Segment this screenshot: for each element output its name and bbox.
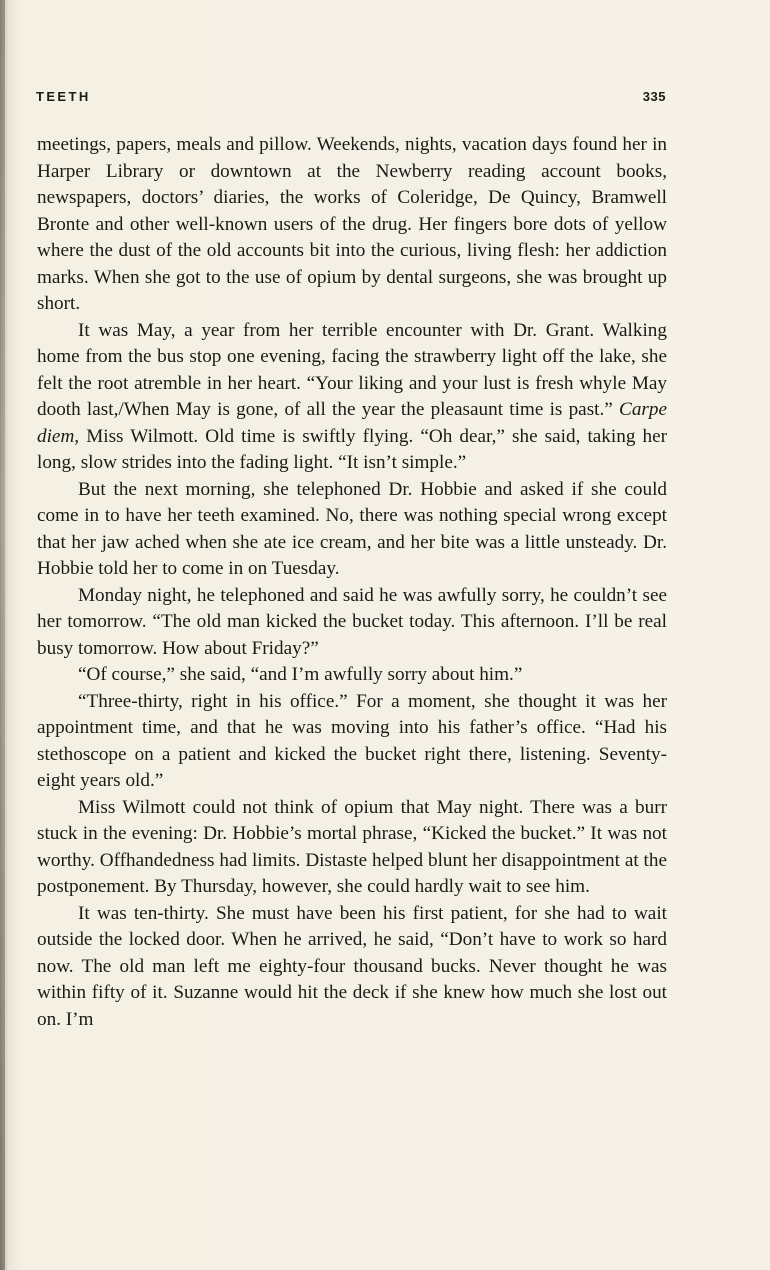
paragraph-7: Miss Wilmott could not think of opium that May night. There was a burr stuck in the evening: Dr. Hobbie’s mortal phrase, “Kicked the bucket.” It was not worthy. Offhandedness had limits. Distaste helped blunt her disappointment at the postponement. By Thursday, however, she could hardly wait to see him. [37,796,667,897]
running-title: TEETH [36,89,91,104]
paragraph-4: Monday night, he telephoned and said he was awfully sorry, he couldn’t see her tomorrow. “The old man kicked the bucket today. This afternoon. I’ll be real busy tomorrow. How about Friday?” [37,584,667,659]
paragraph-8: It was ten-thirty. She must have been his first patient, for she had to wait outside the locked door. When he arrived, he said, “Don’t have to work so hard now. The old man left me eighty-four thousand bucks. Never thought he was within fifty of it. Suzanne would hit the deck if she knew how much she lost out on. I’m [37,902,667,1030]
paragraph-6: “Three-thirty, right in his office.” For a moment, she thought it was her appointment time, and that he was moving into his father’s office. “Had his stethoscope on a patient and kicked the bucket right there, listening. Seventy-eight years old.” [37,690,667,791]
paragraph-5: “Of course,” she said, “and I’m awfully sorry about him.” [78,664,523,685]
paragraph-1: meetings, papers, meals and pillow. Weekends, nights, vacation days found her in Harper Library or downtown at the Newberry reading account books, newspapers, doctors’ diaries, the works of Coleridge, De Quincy, Bramwell Bronte and other well-known users of the drug. Her fingers bore dots of yellow where the dust of the old accounts bit into the curious, living flesh: her addiction marks. When she got to the use of opium by dental surgeons, she was brought up short. [37,134,667,314]
running-head [36,89,666,109]
paragraph-2-text: It was May, a year from her terrible encounter with Dr. Grant. Walking home from the bus stop one evening, facing the strawberry light off the lake, she felt the root atremble in her heart. “Your liking and your lust is fresh whyle May dooth last,/When May is gone, of all the year the pleasaunt time is past.” Carpe diem, Miss Wilmott. Old time is swiftly flying. “Oh dear,” she said, taking her long, slow strides into the fading light. “It isn’t simple.” [37,319,667,473]
body-text [37,132,667,1033]
paragraph-3: But the next morning, she telephoned Dr. Hobbie and asked if she could come in to have her teeth examined. No, there was nothing special wrong except that her jaw ached when she ate ice cream, and her bite was a little unsteady. Dr. Hobbie told her to come in on Tuesday. [37,478,667,579]
page-number: 335 [642,89,666,104]
paragraph-2 [37,318,667,477]
spine-shadow [0,0,5,1270]
